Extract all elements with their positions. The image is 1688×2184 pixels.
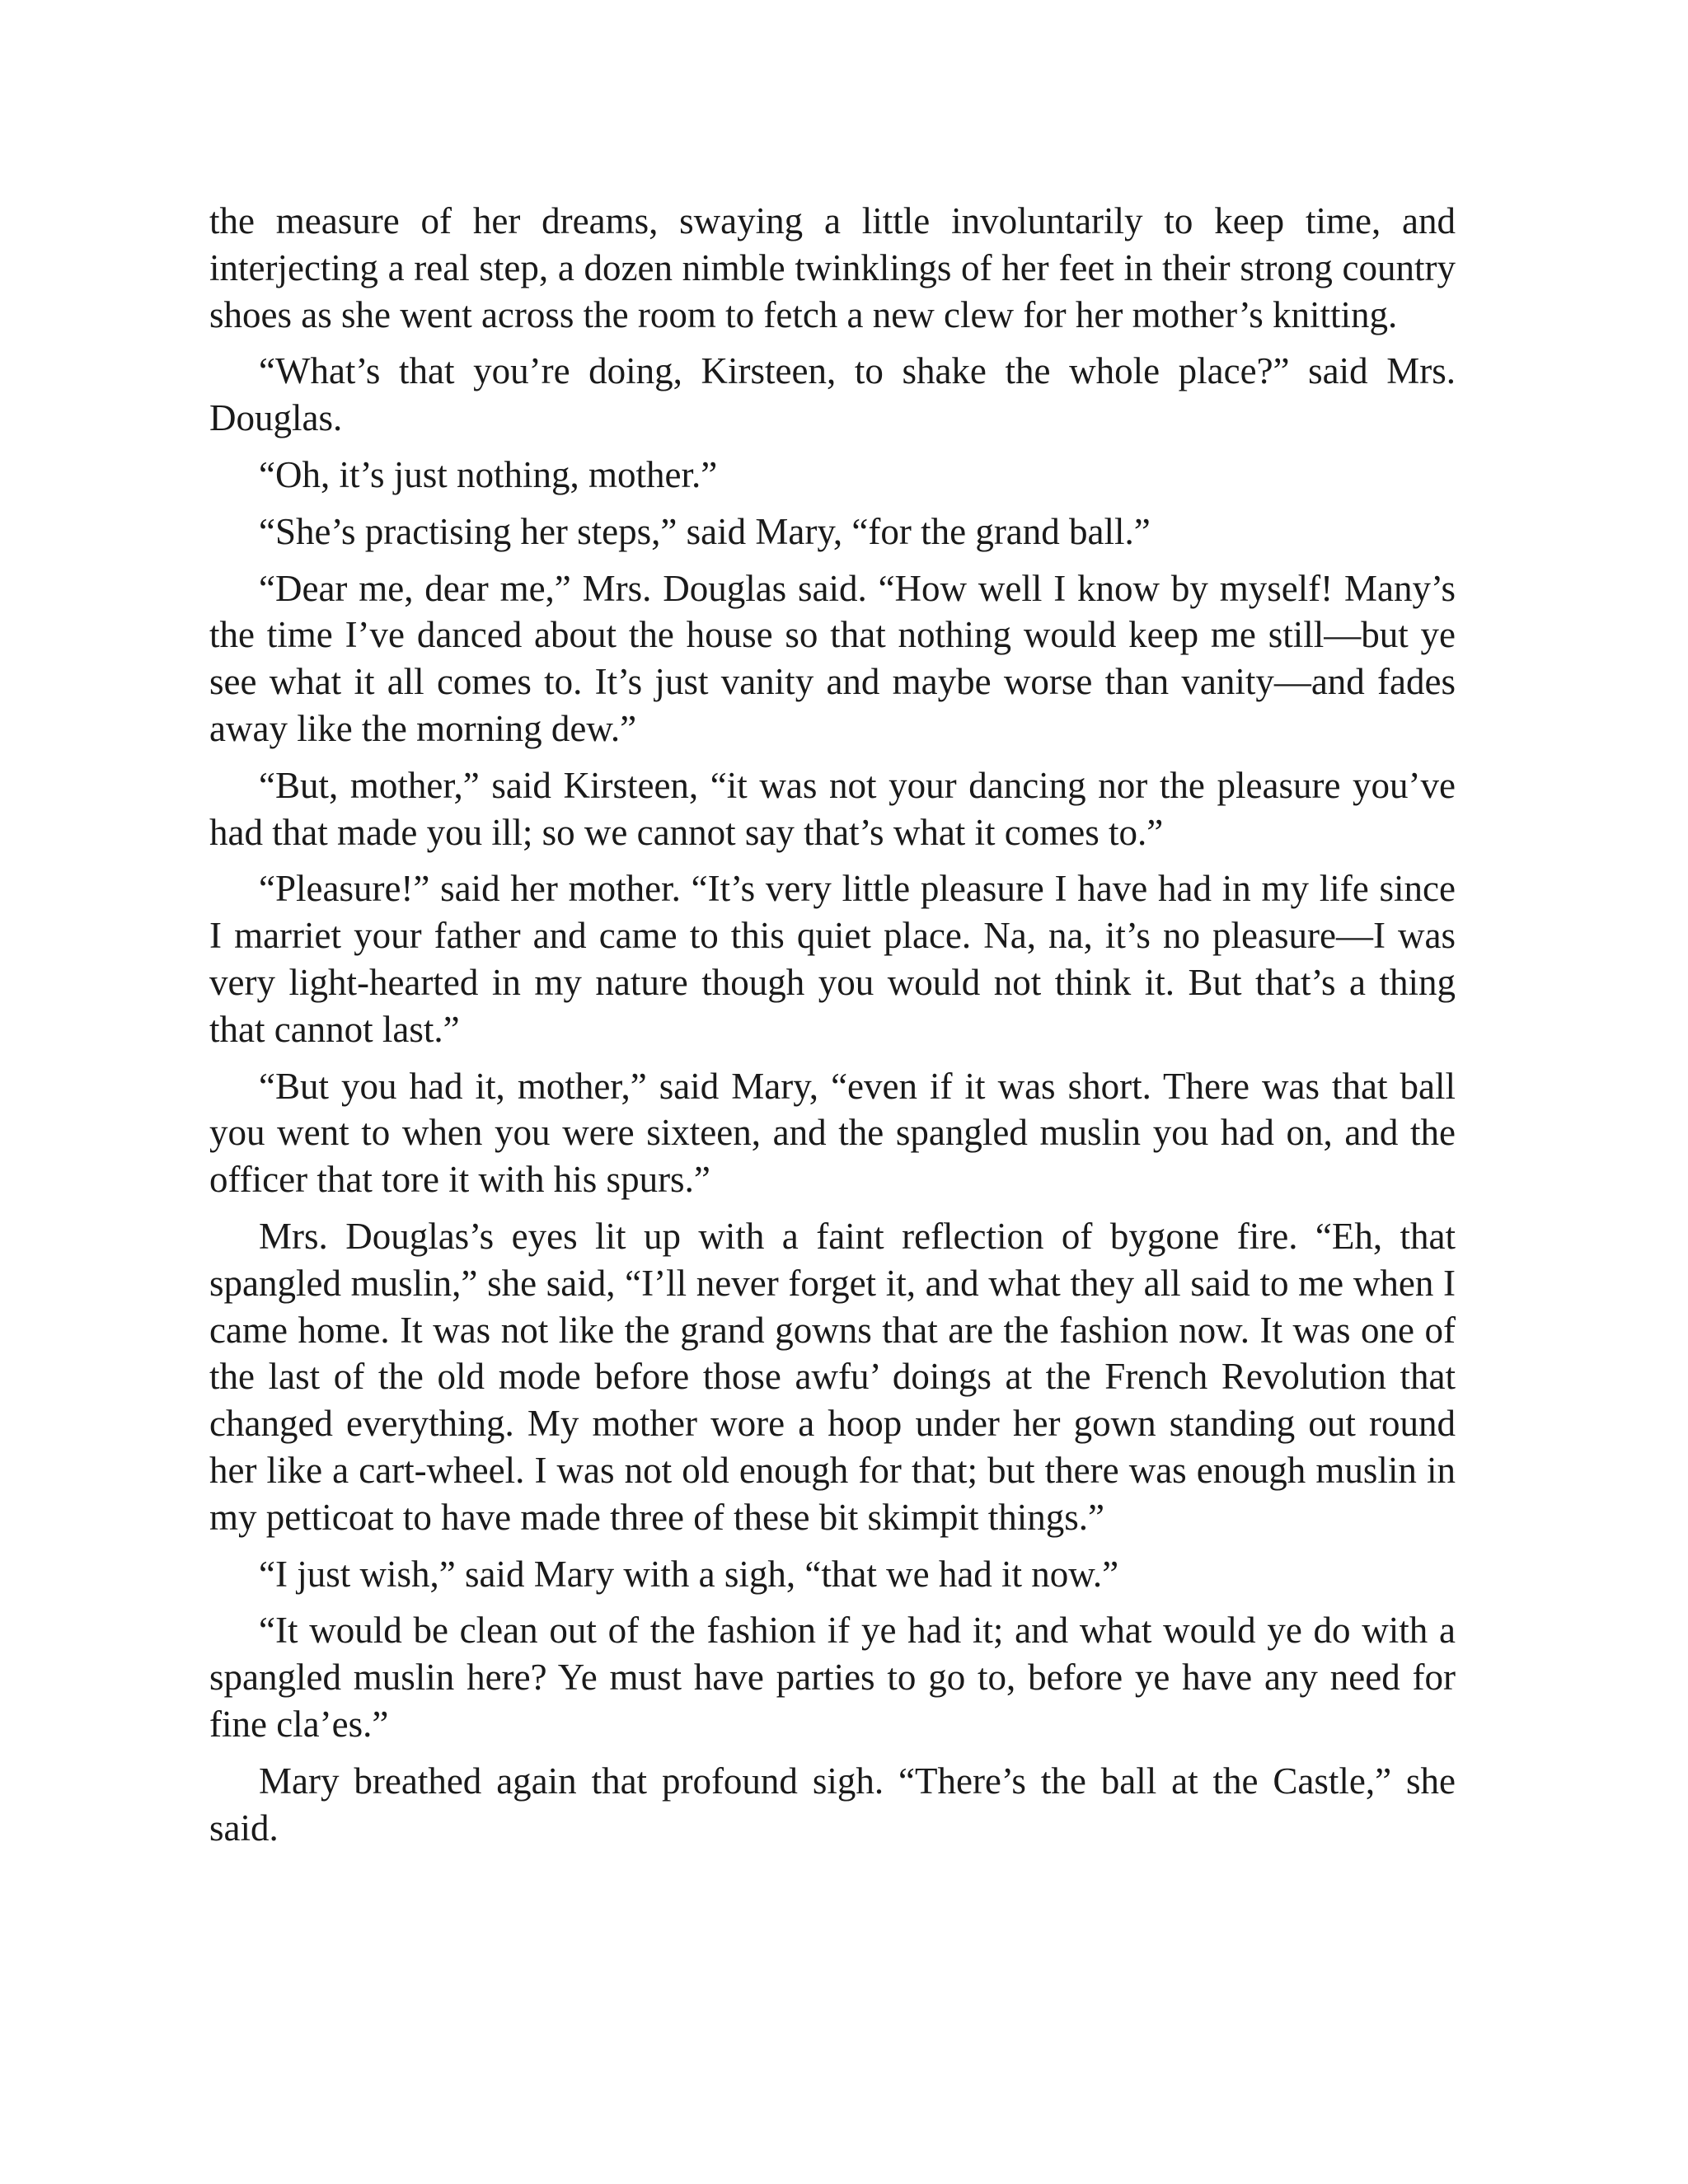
paragraph: “But you had it, mother,” said Mary, “even if it was short. There was that ball you went to when you were sixteen, and the spangled muslin you had on, and the officer that tore it with his spurs.” (209, 1065, 1456, 1201)
paragraph: “Dear me, dear me,” Mrs. Douglas said. “How well I know by myself! Many’s the time I’ve danced about the house so that nothing would keep me still—but ye see what it all comes to. It’s just vanity and maybe worse than vanity—and fades away like the morning dew.” (209, 567, 1456, 749)
paragraph: “But, mother,” said Kirsteen, “it was not your dancing nor the pleasure you’ve had that made you ill; so we cannot say that’s what it comes to.” (209, 764, 1456, 853)
paragraph: “Oh, it’s just nothing, mother.” (259, 453, 718, 495)
paragraph: “What’s that you’re doing, Kirsteen, to shake the whole place?” said Mrs. Douglas. (209, 350, 1456, 439)
paragraph: the measure of her dreams, swaying a little involuntarily to keep time, and interjecting a real step, a dozen nimble twinklings of her feet in their strong country shoes as she went across the room to fetch a new clew for her mother’s knitting. (209, 200, 1456, 335)
book-page-text (209, 198, 1456, 1861)
paragraph: Mrs. Douglas’s eyes lit up with a faint reflection of bygone fire. “Eh, that spangled muslin,” she said, “I’ll never forget it, and what they all said to me when I came home. It was not like the grand gowns that are the fashion now. It was one of the last of the old mode before those awfu’ doings at the French Revolution that changed everything. My mother wore a hoop under her gown standing out round her like a cart-wheel. I was not old enough for that; but there was enough muslin in my petticoat to have made three of these bit skimpit things.” (209, 1215, 1456, 1538)
paragraph: “Pleasure!” said her mother. “It’s very little pleasure I have had in my life since I marriet your father and came to this quiet place. Na, na, it’s no pleasure—I was very light-hearted in my nature though you would not think it. But that’s a thing that cannot last.” (209, 868, 1456, 1050)
paragraph: “She’s practising her steps,” said Mary, “for the grand ball.” (259, 510, 1151, 552)
paragraph: “I just wish,” said Mary with a sigh, “that we had it now.” (259, 1553, 1119, 1595)
paragraph: “It would be clean out of the fashion if ye had it; and what would ye do with a spangled muslin here? Ye must have parties to go to, before ye have any need for fine cla’es.” (209, 1610, 1456, 1745)
paragraph: Mary breathed again that profound sigh. “There’s the ball at the Castle,” she said. (209, 1760, 1456, 1849)
